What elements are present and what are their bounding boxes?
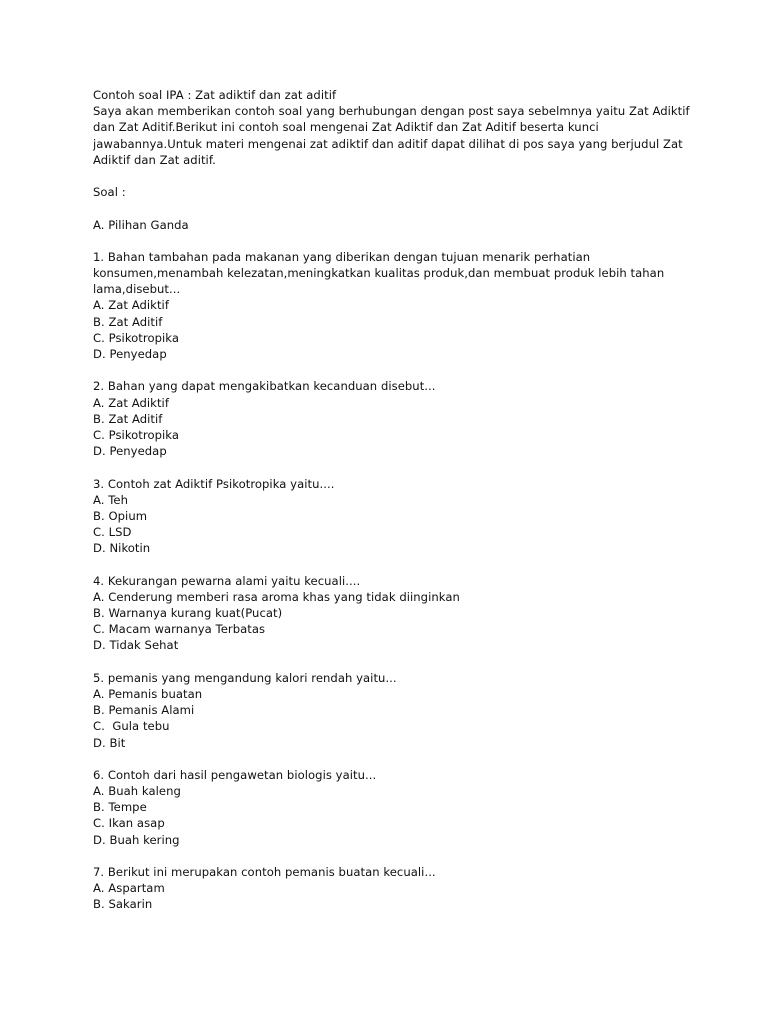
section-label: A. Pilihan Ganda [93, 217, 189, 232]
answer-option: B. Zat Aditif [93, 411, 163, 426]
question-text: konsumen,menambah kelezatan,meningkatkan kualitas produk,dan membuat produk lebih tahan [93, 266, 665, 281]
answer-option: A. Buah kaleng [93, 784, 181, 799]
answer-option: C. Psikotropika [93, 330, 180, 345]
question-text: lama,disebut... [93, 282, 181, 297]
spacer [93, 654, 703, 670]
question-text: 1. Bahan tambahan pada makanan yang diberikan dengan tujuan menarik perhatian [93, 249, 591, 264]
question-2 [93, 378, 703, 459]
answer-option: B. Sakarin [93, 897, 153, 912]
answer-option: C. Psikotropika [93, 427, 180, 442]
answer-option: D. Buah kering [93, 832, 180, 847]
answer-option: D. Bit [93, 735, 126, 750]
answer-option: A. Aspartam [93, 881, 165, 896]
answer-option: B. Pemanis Alami [93, 703, 195, 718]
answer-option: D. Tidak Sehat [93, 638, 179, 653]
spacer [93, 848, 703, 864]
question-text: 4. Kekurangan pewarna alami yaitu kecuali.... [93, 573, 361, 588]
spacer [93, 751, 703, 767]
question-7 [93, 864, 703, 913]
spacer [93, 459, 703, 475]
question-3 [93, 476, 703, 557]
spacer [93, 362, 703, 378]
intro-line: dan Zat Aditif.Berikut ini contoh soal mengenai Zat Adiktif dan Zat Aditif beserta kunci [93, 120, 599, 135]
intro-line: Adiktif dan Zat aditif. [93, 152, 216, 167]
answer-option: A. Pemanis buatan [93, 686, 203, 701]
answer-option: A. Teh [93, 492, 128, 507]
spacer [93, 200, 703, 216]
question-1 [93, 249, 703, 362]
answer-option: B. Opium [93, 508, 148, 523]
question-text: 6. Contoh dari hasil pengawetan biologis yaitu... [93, 767, 377, 782]
question-text: 5. pemanis yang mengandung kalori rendah yaitu... [93, 670, 397, 685]
question-6 [93, 767, 703, 848]
spacer [93, 168, 703, 184]
document-page [93, 87, 703, 913]
spacer [93, 556, 703, 572]
answer-option: D. Penyedap [93, 444, 167, 459]
answer-option: C. Gula tebu [93, 719, 170, 734]
answer-option: A. Zat Adiktif [93, 298, 169, 313]
question-5 [93, 670, 703, 751]
soal-label: Soal : [93, 185, 126, 200]
question-4 [93, 573, 703, 654]
answer-option: B. Zat Aditif [93, 314, 163, 329]
intro-line: jawabannya.Untuk materi mengenai zat adiktif dan aditif dapat dilihat di pos saya yang berjudul Zat [93, 136, 683, 151]
answer-option: A. Zat Adiktif [93, 395, 169, 410]
question-text: 3. Contoh zat Adiktif Psikotropika yaitu.... [93, 476, 335, 491]
question-text: 7. Berikut ini merupakan contoh pemanis buatan kecuali... [93, 865, 436, 879]
answer-option: D. Penyedap [93, 347, 167, 361]
answer-option: B. Tempe [93, 800, 147, 815]
document-title: Contoh soal IPA : Zat adiktif dan zat aditif [93, 88, 337, 102]
answer-option: B. Warnanya kurang kuat(Pucat) [93, 606, 283, 620]
answer-option: C. LSD [93, 525, 132, 540]
answer-option: C. Ikan asap [93, 816, 165, 831]
answer-option: D. Nikotin [93, 541, 151, 556]
answer-option: C. Macam warnanya Terbatas [93, 622, 266, 637]
question-text: 2. Bahan yang dapat mengakibatkan kecanduan disebut... [93, 379, 436, 394]
answer-option: A. Cenderung memberi rasa aroma khas yang tidak diinginkan [93, 589, 460, 604]
spacer [93, 233, 703, 249]
intro-line: Saya akan memberikan contoh soal yang berhubungan dengan post saya sebelmnya yaitu Zat Adiktif [93, 104, 690, 119]
